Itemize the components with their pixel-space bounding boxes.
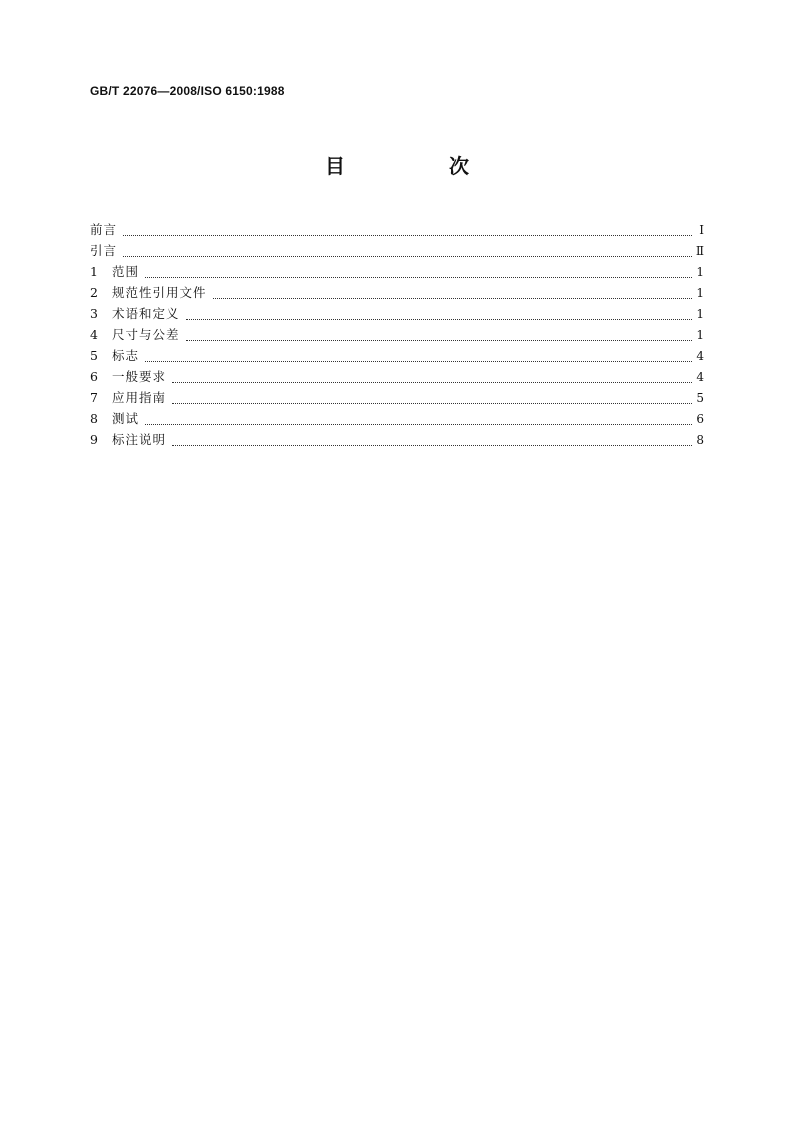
toc-entry-number: 1 — [90, 264, 98, 279]
toc-entry-number: 3 — [90, 306, 98, 321]
toc-entry-page: 6 — [696, 412, 704, 426]
toc-entry-terms-definitions[interactable] — [90, 303, 704, 324]
toc-entry-label: 标志 — [112, 348, 140, 363]
toc-entry-label: 标注说明 — [112, 432, 167, 447]
toc-entry-label: 尺寸与公差 — [112, 327, 180, 342]
toc-entry-page: 1 — [696, 286, 704, 300]
toc-dot-leader — [172, 382, 692, 383]
toc-entry-label: 规范性引用文件 — [112, 285, 207, 300]
toc-entry-page: 5 — [696, 391, 704, 405]
toc-entry-label: 测试 — [112, 411, 140, 426]
toc-title: 目 次 — [325, 154, 511, 178]
toc-entry-label: 术语和定义 — [112, 306, 180, 321]
toc-entry-introduction[interactable] — [90, 240, 704, 261]
toc-dot-leader — [172, 403, 692, 404]
toc-entry-general-requirements[interactable] — [90, 366, 704, 387]
toc-entry-application-guide[interactable] — [90, 387, 704, 408]
toc-entry-page: 1 — [696, 307, 704, 321]
toc-entry-testing[interactable] — [90, 408, 704, 429]
toc-entry-page: 1 — [696, 328, 704, 342]
toc-dot-leader — [123, 235, 692, 236]
toc-dot-leader — [145, 361, 692, 362]
toc-entry-label: 一般要求 — [112, 369, 167, 384]
toc-entry-label: 前言 — [90, 222, 118, 237]
toc-entry-page: 4 — [696, 370, 704, 384]
toc-entry-normative-references[interactable] — [90, 282, 704, 303]
toc-dot-leader — [186, 340, 692, 341]
toc-entry-number: 7 — [90, 390, 98, 405]
toc-dot-leader — [123, 256, 692, 257]
toc-entry-designation[interactable] — [90, 429, 704, 450]
toc-entry-number: 9 — [90, 432, 98, 447]
table-of-contents — [90, 219, 704, 450]
toc-dot-leader — [186, 319, 692, 320]
toc-entry-page: Ⅰ — [699, 223, 704, 237]
toc-entry-dimensions-tolerances[interactable] — [90, 324, 704, 345]
toc-entry-number: 4 — [90, 327, 98, 342]
toc-entry-page: 8 — [696, 433, 704, 447]
toc-entry-label: 引言 — [90, 243, 118, 258]
toc-entry-label: 应用指南 — [112, 390, 167, 405]
toc-entry-foreword[interactable] — [90, 219, 704, 240]
toc-entry-page: Ⅱ — [695, 244, 704, 258]
toc-entry-marking[interactable] — [90, 345, 704, 366]
toc-dot-leader — [145, 277, 692, 278]
toc-entry-number: 5 — [90, 348, 98, 363]
toc-entry-number: 8 — [90, 411, 98, 426]
standard-number-header: GB/T 22076—2008/ISO 6150:1988 — [90, 84, 285, 98]
toc-dot-leader — [213, 298, 692, 299]
toc-entry-scope[interactable] — [90, 261, 704, 282]
toc-entry-number: 2 — [90, 285, 98, 300]
toc-entry-label: 范围 — [112, 264, 140, 279]
toc-dot-leader — [172, 445, 692, 446]
toc-entry-page: 1 — [696, 265, 704, 279]
toc-entry-page: 4 — [696, 349, 704, 363]
toc-dot-leader — [145, 424, 692, 425]
toc-entry-number: 6 — [90, 369, 98, 384]
